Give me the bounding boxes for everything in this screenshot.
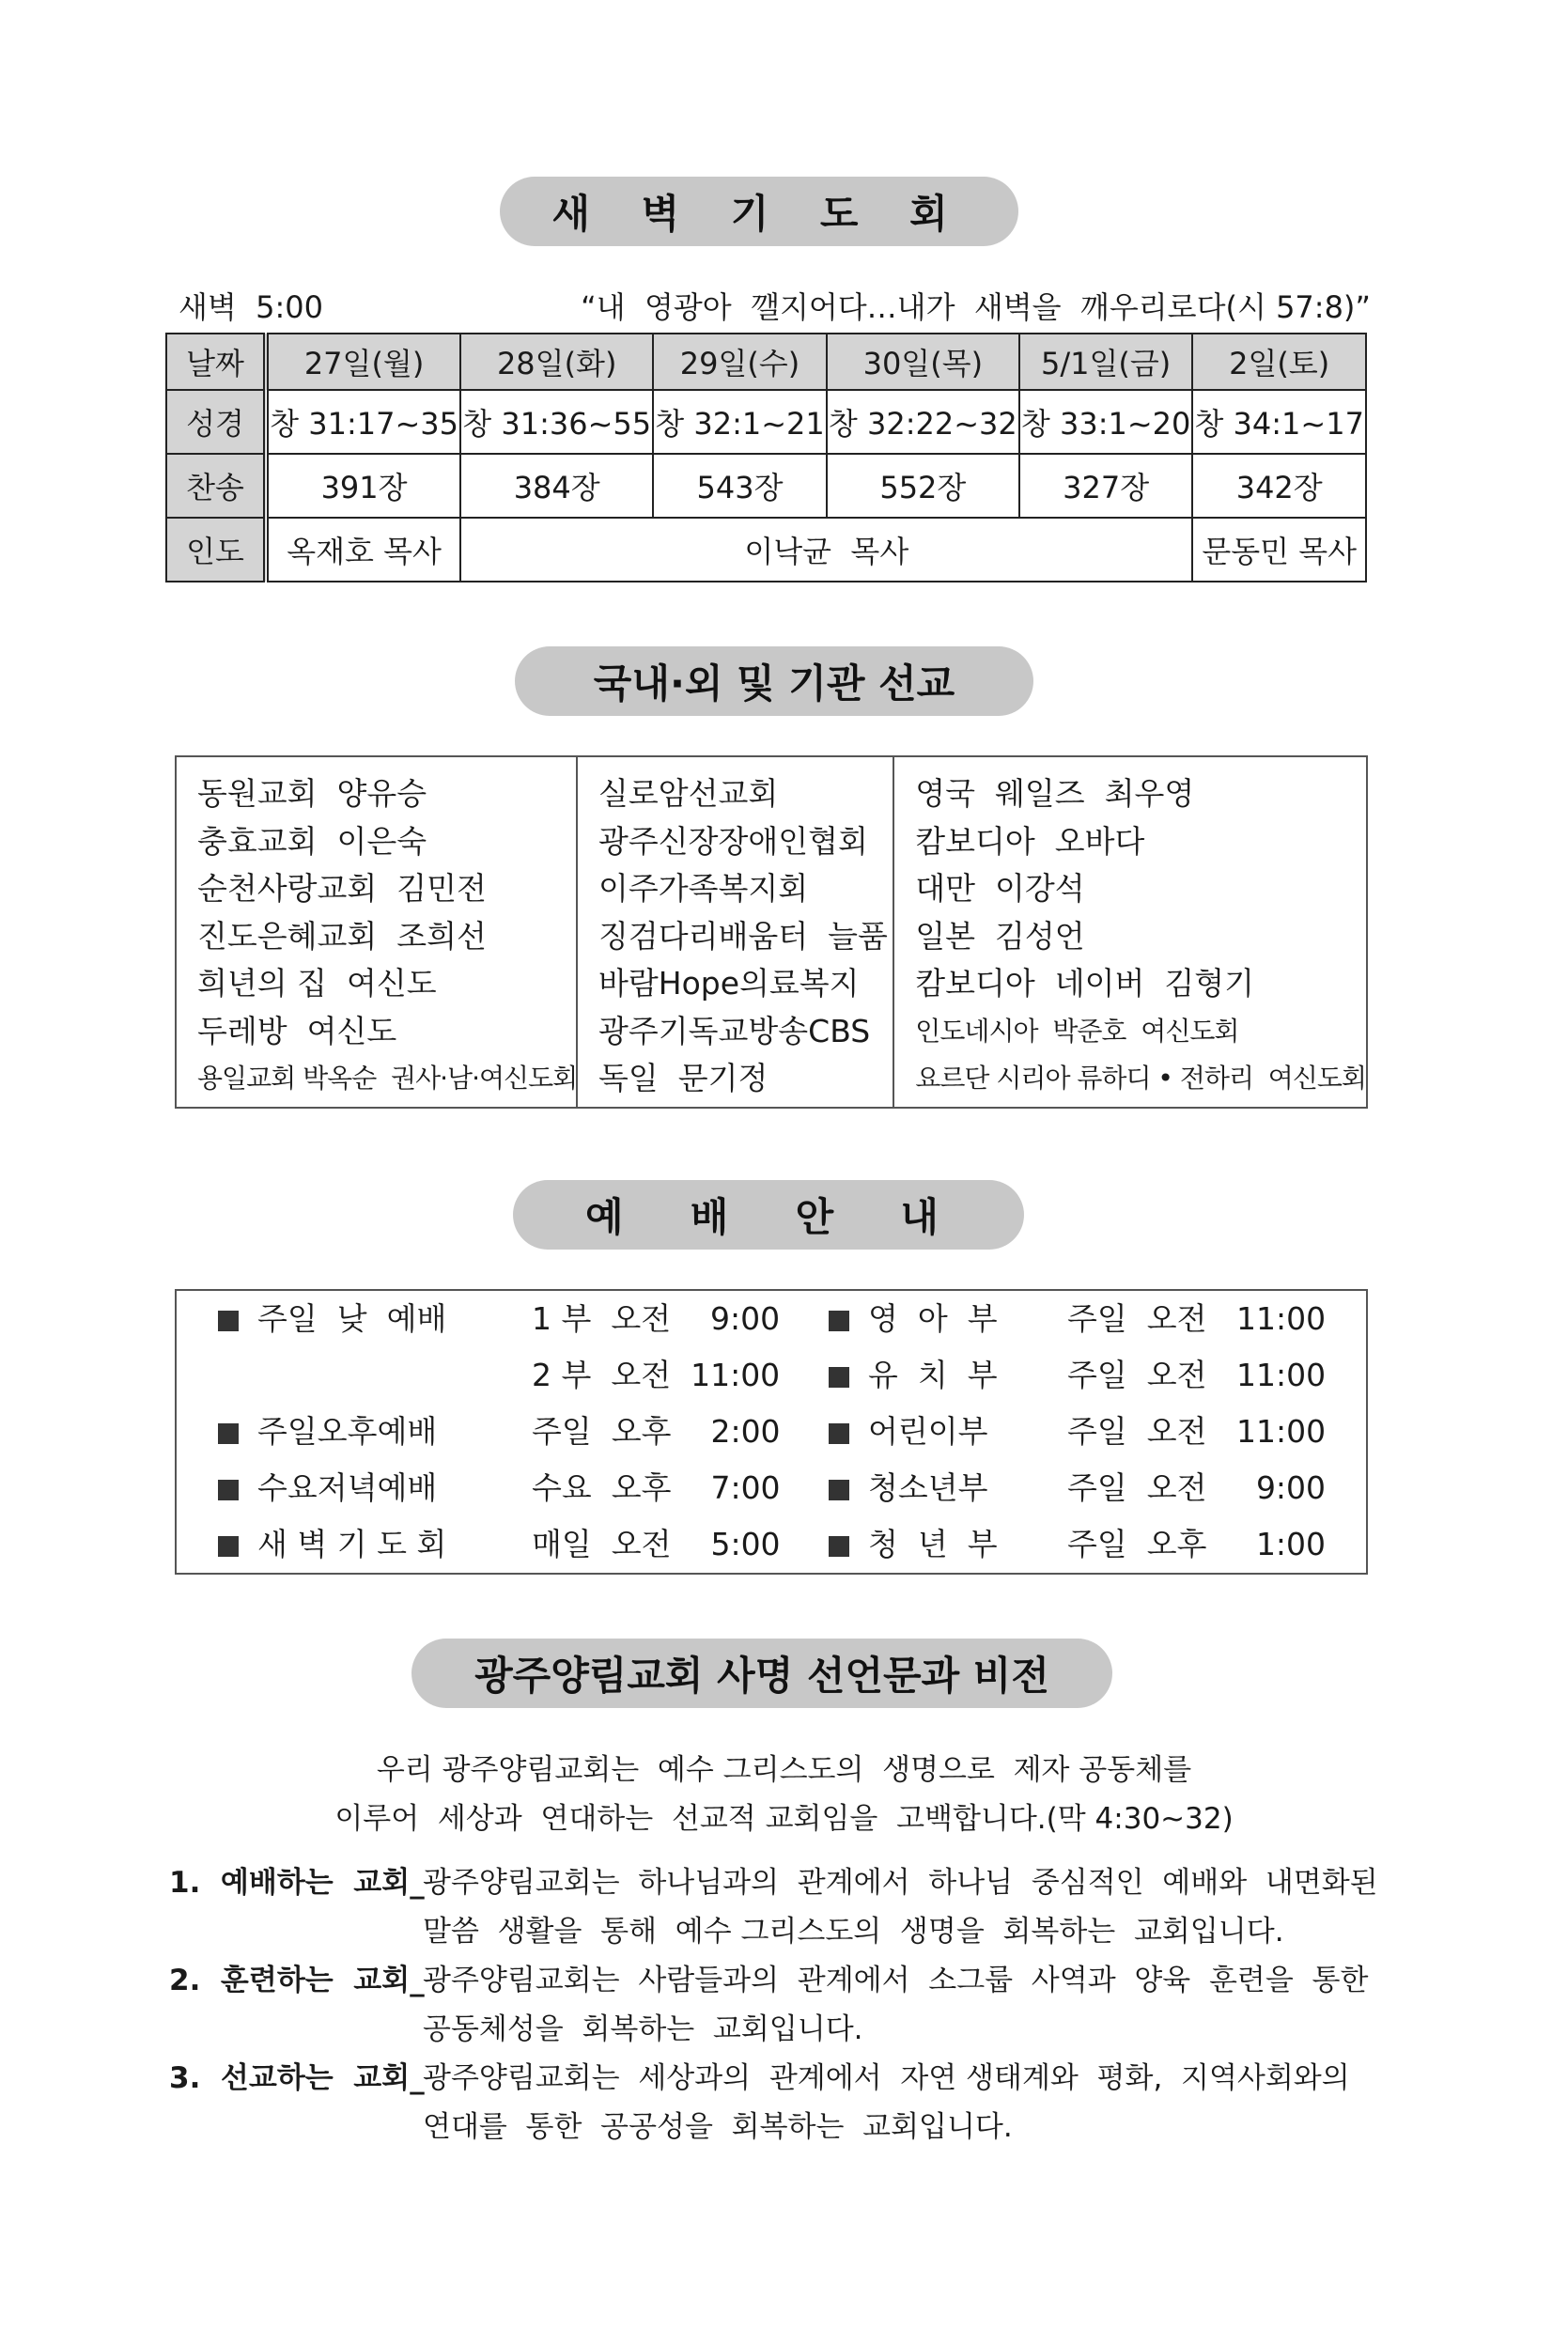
list-item: 캄보디아 오바다 bbox=[915, 822, 1145, 860]
vision-line: 연대를 통한 공공성을 회복하는 교회입니다. bbox=[423, 2110, 1013, 2144]
dawn-prayer-title: 새 벽 기 도 회 bbox=[500, 177, 1018, 246]
worship-name: 새 벽 기 도 회 bbox=[218, 1516, 446, 1573]
scripture-cell: 창 34:1~17 bbox=[1192, 390, 1366, 454]
bullet-square-icon bbox=[218, 1480, 239, 1500]
dept-name: 어린이부 bbox=[829, 1404, 988, 1460]
table-row bbox=[166, 518, 1366, 582]
list-item: 용일교회 박옥순 권사·남·여신도회 bbox=[197, 1063, 578, 1094]
list-item: 순천사랑교회 김민전 bbox=[197, 870, 487, 907]
list-item: 진도은혜교회 조희선 bbox=[197, 917, 487, 955]
leader-cell: 문동민 목사 bbox=[1192, 518, 1366, 582]
date-cell: 28일(화) bbox=[460, 334, 653, 390]
list-item: 바람Hope의료복지 bbox=[598, 965, 860, 1002]
list-item: 대만 이강석 bbox=[915, 870, 1085, 907]
list-item: 충효교회 이은숙 bbox=[197, 822, 427, 860]
vision-item-head: 1. 예배하는 교회_ bbox=[169, 1866, 425, 1900]
vision-item-body bbox=[423, 2054, 1513, 2151]
worship-name: 주일 낮 예배 bbox=[218, 1291, 446, 1347]
list-item: 인도네시아 박준호 여신도회 bbox=[915, 1015, 1239, 1047]
row-label-leader: 인도 bbox=[166, 518, 266, 582]
dept-time: 주일 오전 11:00 bbox=[1067, 1300, 1327, 1337]
vision-intro bbox=[0, 1746, 1568, 1843]
worship-row bbox=[177, 1347, 1366, 1404]
worship-row bbox=[177, 1516, 1366, 1573]
dept-time: 주일 오전 9:00 bbox=[1067, 1469, 1327, 1506]
vision-item-body bbox=[423, 1858, 1513, 1956]
vision-line: 광주양림교회는 하나님과의 관계에서 하나님 중심적인 예배와 내면화된 bbox=[423, 1866, 1378, 1900]
list-item: 징검다리배움터 늘품 bbox=[598, 917, 888, 955]
list-item: 광주기독교방송CBS bbox=[598, 1012, 871, 1049]
hymn-cell: 391장 bbox=[266, 454, 460, 518]
row-label-hymn: 찬송 bbox=[166, 454, 266, 518]
vision-item-body bbox=[423, 1956, 1513, 2054]
missions-col-organizations bbox=[576, 757, 893, 1107]
bullet-square-icon bbox=[829, 1536, 849, 1557]
hymn-cell: 342장 bbox=[1192, 454, 1366, 518]
hymn-cell: 543장 bbox=[653, 454, 827, 518]
worship-time: 수요 오후 7:00 bbox=[532, 1469, 781, 1506]
vision-line: 광주양림교회는 세상과의 관계에서 자연 생태계와 평화, 지역사회와의 bbox=[423, 2061, 1350, 2095]
dept-time: 주일 오전 11:00 bbox=[1067, 1357, 1327, 1393]
worship-time: 1 부 오전 9:00 bbox=[532, 1300, 781, 1337]
row-label-date: 날짜 bbox=[166, 334, 266, 390]
vision-title: 광주양림교회 사명 선언문과 비전 bbox=[411, 1639, 1112, 1708]
dept-time: 주일 오후 1:00 bbox=[1067, 1526, 1327, 1562]
list-item: 요르단 시리아 류하디 • 전하리 여신도회 bbox=[915, 1063, 1366, 1094]
dawn-meta bbox=[179, 284, 1371, 327]
list-item: 동원교회 양유승 bbox=[197, 775, 427, 812]
vision-item-head: 3. 선교하는 교회_ bbox=[169, 2061, 425, 2095]
missions-col-overseas bbox=[893, 757, 1366, 1107]
list-item: 두레방 여신도 bbox=[197, 1012, 397, 1049]
missions-col-domestic-churches bbox=[177, 757, 576, 1107]
scripture-cell: 창 32:22~32 bbox=[827, 390, 1019, 454]
worship-row bbox=[177, 1404, 1366, 1460]
list-item: 일본 김성언 bbox=[915, 917, 1085, 955]
scripture-cell: 창 32:1~21 bbox=[653, 390, 827, 454]
bullet-square-icon bbox=[218, 1311, 239, 1331]
dept-time: 주일 오전 11:00 bbox=[1067, 1413, 1327, 1450]
row-label-scripture: 성경 bbox=[166, 390, 266, 454]
vision-line: 광주양림교회는 사람들과의 관계에서 소그룹 사역과 양육 훈련을 통한 bbox=[423, 1964, 1369, 1997]
list-item: 캄보디아 네이버 김형기 bbox=[915, 965, 1255, 1002]
worship-time: 주일 오후 2:00 bbox=[532, 1413, 781, 1450]
dept-name: 영 아 부 bbox=[829, 1291, 998, 1347]
bullet-square-icon bbox=[829, 1480, 849, 1500]
vision-line: 공동체성을 회복하는 교회입니다. bbox=[423, 2012, 863, 2046]
bullet-square-icon bbox=[218, 1423, 239, 1444]
worship-name: 주일오후예배 bbox=[218, 1404, 437, 1460]
table-row bbox=[166, 390, 1366, 454]
vision-item-head: 2. 훈련하는 교회_ bbox=[169, 1964, 425, 1997]
scripture-cell: 창 31:36~55 bbox=[460, 390, 653, 454]
list-item: 실로암선교회 bbox=[598, 775, 779, 812]
dept-name: 청소년부 bbox=[829, 1460, 988, 1516]
bullet-square-icon bbox=[829, 1423, 849, 1444]
date-cell: 29일(수) bbox=[653, 334, 827, 390]
intro-line: 이루어 세상과 연대하는 선교적 교회임을 고백합니다.(막 4:30~32) bbox=[334, 1802, 1234, 1836]
dawn-time: 새벽 5:00 bbox=[179, 289, 324, 325]
date-cell: 5/1일(금) bbox=[1019, 334, 1193, 390]
list-item: 광주신장장애인협회 bbox=[598, 822, 868, 860]
dept-name: 청 년 부 bbox=[829, 1516, 998, 1573]
worship-time: 매일 오전 5:00 bbox=[532, 1526, 781, 1562]
intro-line: 우리 광주양림교회는 예수 그리스도의 생명으로 제자 공동체를 bbox=[376, 1753, 1192, 1787]
leader-cell: 옥재호 목사 bbox=[266, 518, 460, 582]
table-row bbox=[166, 334, 1366, 390]
worship-row bbox=[177, 1291, 1366, 1347]
scripture-cell: 창 33:1~20 bbox=[1019, 390, 1193, 454]
missions-title: 국내·외 및 기관 선교 bbox=[515, 646, 1033, 716]
bullet-square-icon bbox=[218, 1536, 239, 1557]
bullet-square-icon bbox=[829, 1367, 849, 1388]
worship-title: 예 배 안 내 bbox=[513, 1180, 1024, 1250]
date-cell: 2일(토) bbox=[1192, 334, 1366, 390]
bullet-square-icon bbox=[829, 1311, 849, 1331]
dept-name: 유 치 부 bbox=[829, 1347, 998, 1404]
worship-time: 2 부 오전 11:00 bbox=[532, 1357, 781, 1393]
list-item: 영국 웨일즈 최우영 bbox=[915, 775, 1195, 812]
list-item: 독일 문기정 bbox=[598, 1060, 768, 1096]
hymn-cell: 552장 bbox=[827, 454, 1019, 518]
table-row bbox=[166, 454, 1366, 518]
leader-cell: 이낙균 목사 bbox=[460, 518, 1192, 582]
list-item: 희년의 집 여신도 bbox=[197, 965, 437, 1002]
hymn-cell: 384장 bbox=[460, 454, 653, 518]
worship-box bbox=[175, 1289, 1368, 1575]
date-cell: 27일(월) bbox=[266, 334, 460, 390]
worship-row bbox=[177, 1460, 1366, 1516]
date-cell: 30일(목) bbox=[827, 334, 1019, 390]
missions-box bbox=[175, 755, 1368, 1109]
vision-line: 말씀 생활을 통해 예수 그리스도의 생명을 회복하는 교회입니다. bbox=[423, 1915, 1284, 1949]
dawn-verse: “내 영광아 깰지어다…내가 새벽을 깨우리로다(시 57:8)” bbox=[581, 289, 1371, 325]
scripture-cell: 창 31:17~35 bbox=[266, 390, 460, 454]
dawn-schedule-table bbox=[165, 333, 1367, 582]
list-item: 이주가족복지회 bbox=[598, 870, 809, 907]
hymn-cell: 327장 bbox=[1019, 454, 1193, 518]
worship-name: 수요저녁예배 bbox=[218, 1460, 437, 1516]
